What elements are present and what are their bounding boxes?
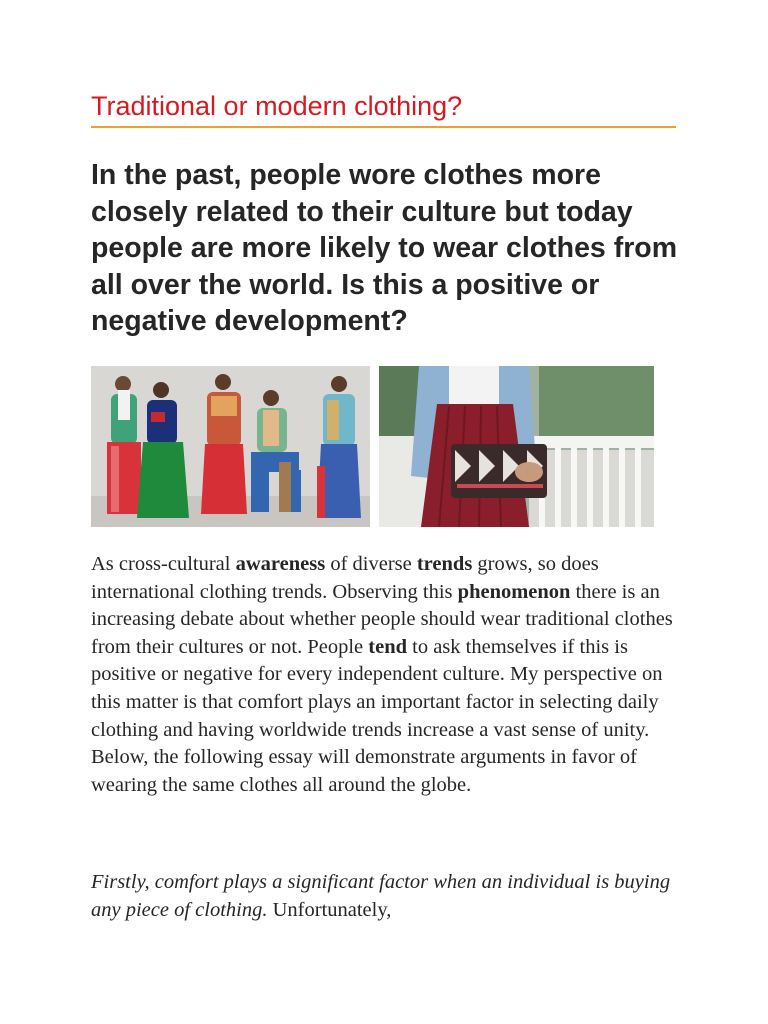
keyword-phenomenon: phenomenon	[457, 580, 571, 603]
keyword-tend: tend	[368, 635, 407, 658]
keyword-trends: trends	[416, 553, 473, 575]
paragraph-text-3: grows, so does international clothing trends. Observing this	[91, 553, 599, 603]
essay-intro-paragraph	[91, 551, 691, 799]
modern-clothing-illustration	[379, 366, 654, 527]
essay-second-paragraph	[91, 869, 691, 924]
traditional-clothing-illustration	[91, 366, 370, 527]
title-underline-divider	[91, 126, 676, 128]
topic-sentence-italic: Firstly, comfort plays a significant factor when an individual is buying any piece of clothing.	[91, 871, 671, 921]
keyword-awareness: awareness	[235, 553, 326, 575]
paragraph-text-5: to ask themselves if this is positive or negative for every independent culture. My perspective on this matter is that comfort plays an important factor in selecting daily clothing and having worldwide trends increase a vast sense of unity. Below, the following essay will demonstrate arguments in favor of wearing the same clothes all around the globe.	[91, 635, 663, 796]
paragraph-text-4: there is an increasing debate about whether people should wear traditional clothes from their cultures or not. People	[91, 580, 673, 658]
paragraph-continuation: Unfortunately,	[267, 898, 392, 921]
essay-question: In the past, people wore clothes more closely related to their culture but today people are more likely to wear clothes from all over the world. Is this a positive or negative development?	[91, 159, 678, 337]
page-title: Traditional or modern clothing?	[91, 91, 463, 121]
paragraph-text-2: of diverse	[325, 553, 417, 575]
modern-clothing-photo	[379, 366, 654, 527]
traditional-clothing-photo	[91, 366, 370, 527]
paragraph-text-1: As cross-cultural	[91, 553, 236, 575]
